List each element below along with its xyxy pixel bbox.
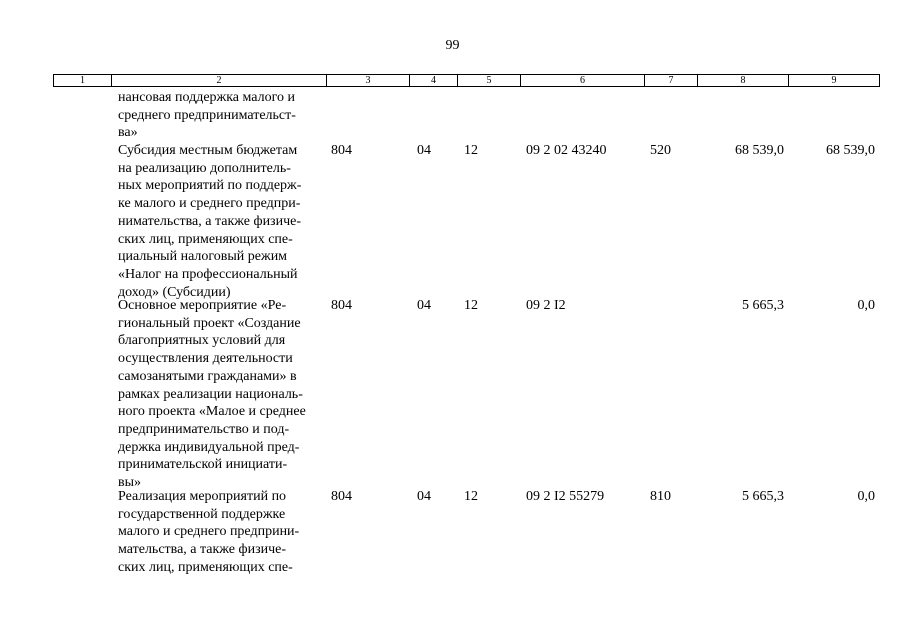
row-code-subsection: 12 bbox=[464, 489, 478, 504]
row-code-ministry: 804 bbox=[331, 489, 352, 504]
header-col-7: 7 bbox=[644, 74, 697, 87]
row-code-section: 04 bbox=[417, 489, 431, 504]
row-name: нансовая поддержка малого и среднего предпринимательст- ва» bbox=[118, 90, 296, 141]
row-name: Реализация мероприятий по государственной поддержке малого и среднего предприни- мательства, а также физиче- ских лиц, применяющих спе- bbox=[118, 489, 300, 575]
row-code-ministry: 804 bbox=[331, 143, 352, 158]
header-col-9: 9 bbox=[788, 74, 880, 87]
header-col-3: 3 bbox=[326, 74, 409, 87]
row-code-target: 09 2 02 43240 bbox=[526, 143, 607, 158]
header-col-5: 5 bbox=[457, 74, 520, 87]
row-code-ministry: 804 bbox=[331, 298, 352, 313]
row-name: Субсидия местным бюджетам на реализацию дополнитель- ных мероприятий по поддерж- ке малого и среднего предпри- нимательства, а также физиче- ских лиц, применяющих спе- циальный налоговый режим «Налог на профессиональный доход» (Субсидии) bbox=[118, 143, 302, 300]
row-code-subsection: 12 bbox=[464, 143, 478, 158]
row-code-section: 04 bbox=[417, 143, 431, 158]
row-code-subsection: 12 bbox=[464, 298, 478, 313]
header-col-8: 8 bbox=[697, 74, 788, 87]
row-amount-1: 68 539,0 bbox=[735, 143, 784, 158]
header-col-1: 1 bbox=[53, 74, 111, 87]
row-code-target: 09 2 I2 bbox=[526, 298, 566, 313]
row-amount-2: 0,0 bbox=[857, 489, 875, 504]
page-number: 99 bbox=[445, 38, 460, 53]
header-col-6: 6 bbox=[520, 74, 644, 87]
row-amount-2: 68 539,0 bbox=[826, 143, 875, 158]
row-amount-1: 5 665,3 bbox=[742, 489, 784, 504]
row-code-section: 04 bbox=[417, 298, 431, 313]
header-col-4: 4 bbox=[409, 74, 457, 87]
row-amount-1: 5 665,3 bbox=[742, 298, 784, 313]
header-col-2: 2 bbox=[111, 74, 326, 87]
row-amount-2: 0,0 bbox=[857, 298, 875, 313]
row-code-expense-type: 810 bbox=[650, 489, 671, 504]
row-code-target: 09 2 I2 55279 bbox=[526, 489, 605, 504]
row-name: Основное мероприятие «Ре- гиональный проект «Создание благоприятных условий для осуществления деятельности самозанятыми гражданами» в рамках реализации националь- ного проекта «Малое и среднее предпринимательство и под- держка индивидуальной пред- принимательской инициати- вы» bbox=[118, 298, 306, 491]
row-code-expense-type: 520 bbox=[650, 143, 671, 158]
